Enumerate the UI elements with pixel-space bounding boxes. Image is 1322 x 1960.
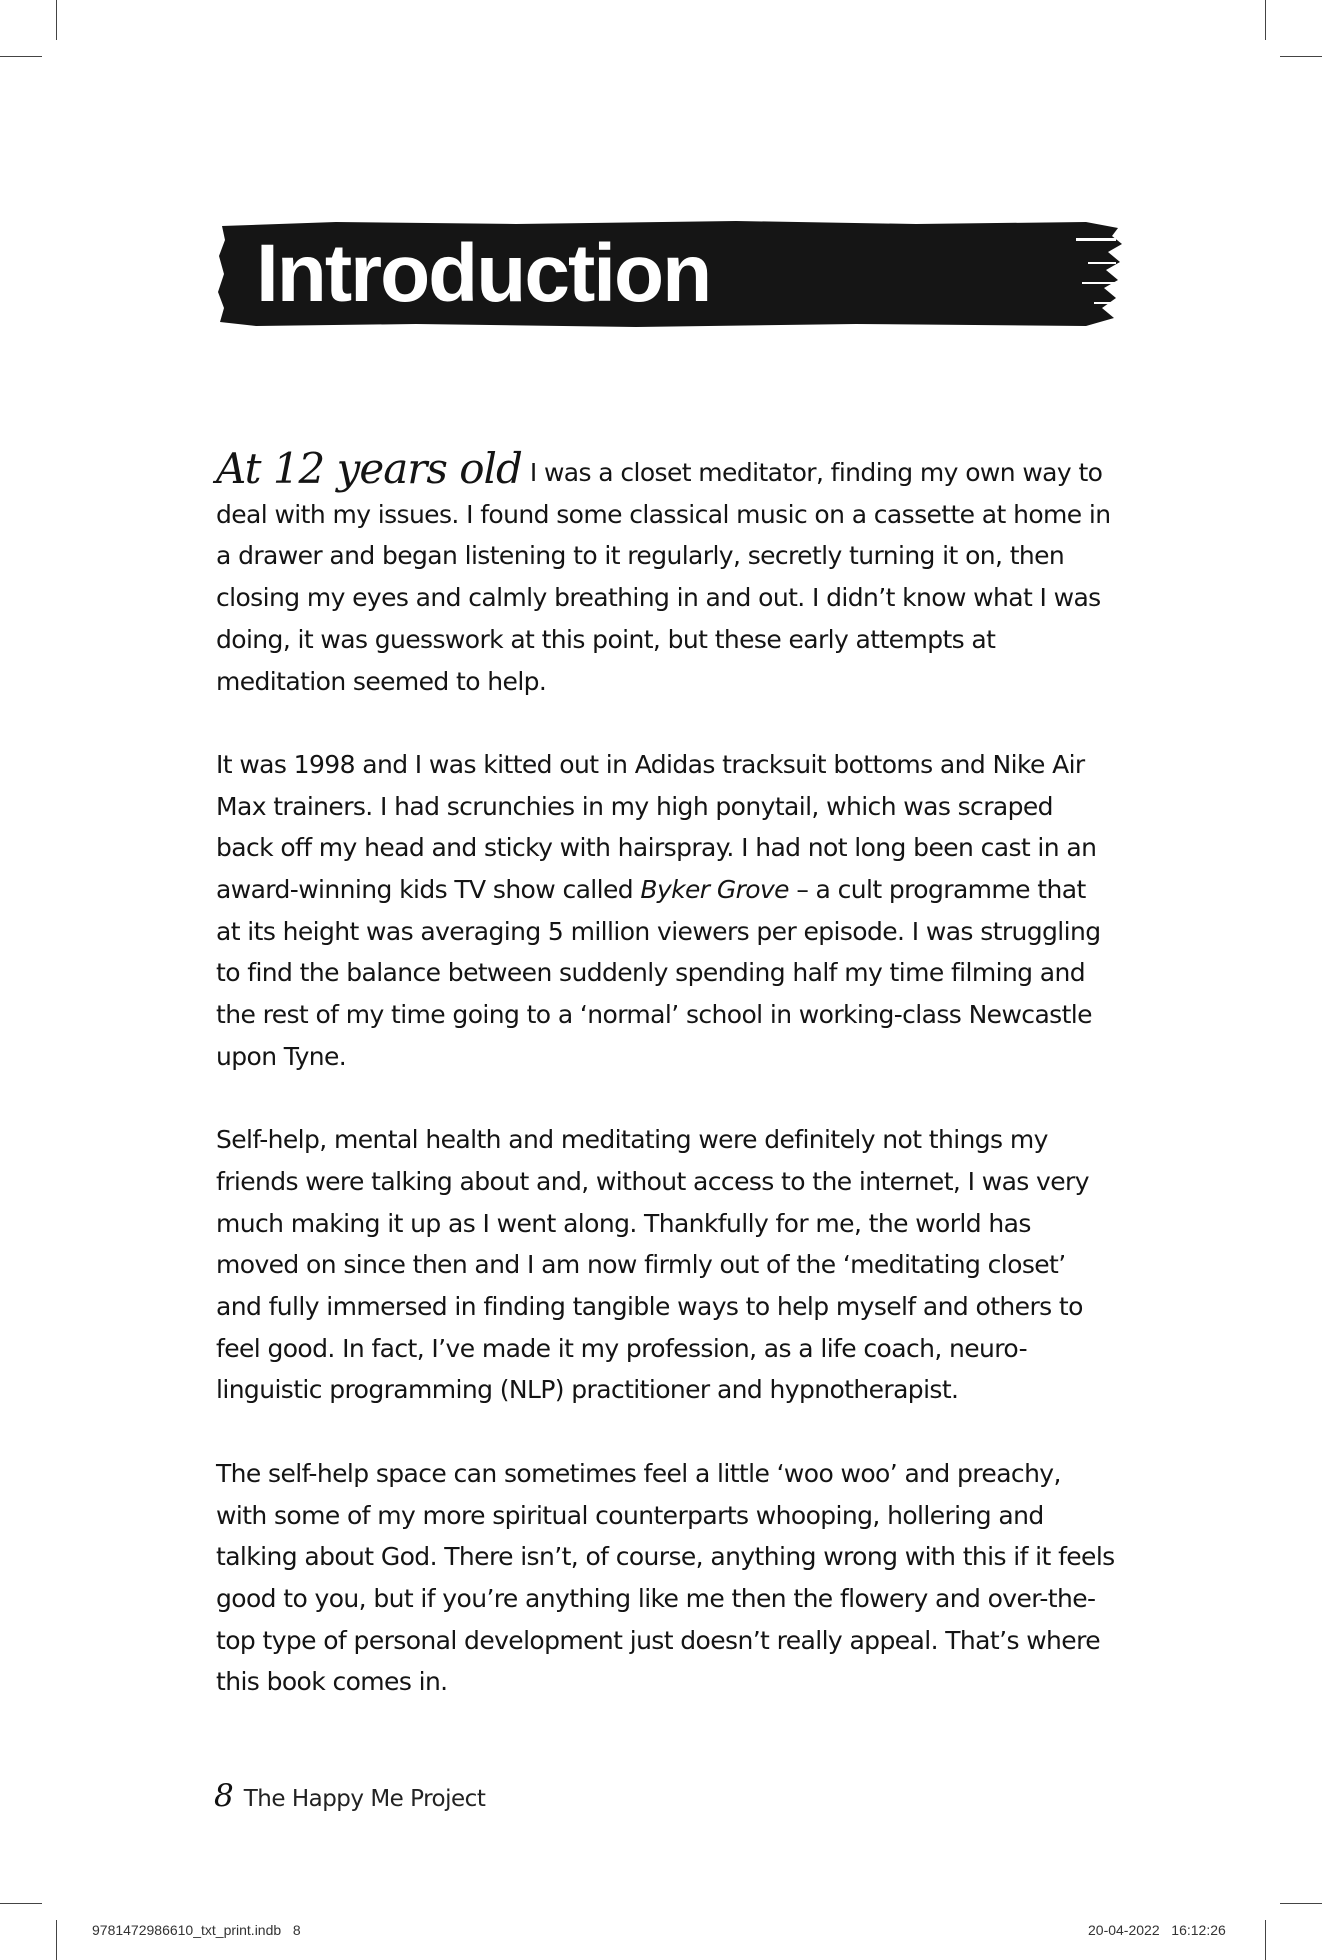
running-title: The Happy Me Project (243, 1786, 486, 1812)
body-text (216, 444, 1116, 1745)
paragraph-text: I was a closet meditator, finding my own way to deal with my issues. I found some classical music on a cassette at home in a drawer and began listening to it regularly, secretly turning it on, then closing my eyes and calmly breathing in and out. I didn’t know what I was doing, it was guesswork at this point, but these early attempts at meditation seemed to help. (216, 458, 1111, 696)
paragraph (216, 444, 1116, 702)
paragraph-text: It was 1998 and I was kitted out in Adidas tracksuit bottoms and Nike Air Max trainers. I had scrunchies in my high ponytail, which was scraped back off my head and sticky with hairspray. I had not long been cast in an award-winning kids TV show called (216, 749, 1097, 905)
crop-mark (56, 1920, 57, 1960)
page-footer (214, 1778, 485, 1814)
print-slug-date: 20-04-2022 16:12:26 (1088, 1922, 1226, 1938)
print-slug-file: 9781472986610_txt_print.indb 8 (92, 1922, 301, 1938)
crop-mark (0, 56, 42, 57)
crop-mark (1265, 0, 1266, 40)
lead-in-script: At 12 years old (216, 444, 522, 493)
crop-mark (0, 1903, 42, 1904)
chapter-title: Introduction (256, 228, 711, 319)
paragraph-text: – a cult programme that at its height was averaging 5 million viewers per episode. I was struggling to find the balance between suddenly spending half my time filming and the rest of my time going to a ‘normal’ school in working-class Newcastle upon Tyne. (216, 875, 1101, 1071)
paragraph: The self-help space can sometimes feel a little ‘woo woo’ and preachy, with some of my more spiritual counterparts whooping, hollering and talking about God. There isn’t, of course, anything wrong with this if it feels good to you, but if you’re anything like me then the flowery and over-the-top type of personal development just doesn’t really appeal. That’s where this book comes in. (216, 1458, 1115, 1697)
chapter-title-banner (216, 218, 1124, 330)
show-title-italic: Byker Grove (640, 875, 789, 905)
crop-mark (1280, 1903, 1322, 1904)
paragraph (216, 744, 1116, 1078)
paragraph: Self-help, mental health and meditating were definitely not things my friends were talking about and, without access to the internet, I was very much making it up as I went along. Thankfully for me, the world has moved on since then and I am now firmly out of the ‘meditating closet’ and fully immersed in finding tangible ways to help myself and others to feel good. In fact, I’ve made it my profession, as a life coach, neuro-linguistic programming (NLP) practitioner and hypnotherapist. (216, 1125, 1089, 1405)
crop-mark (56, 0, 57, 40)
crop-mark (1265, 1920, 1266, 1960)
crop-mark (1280, 56, 1322, 57)
page-number: 8 (214, 1778, 234, 1814)
